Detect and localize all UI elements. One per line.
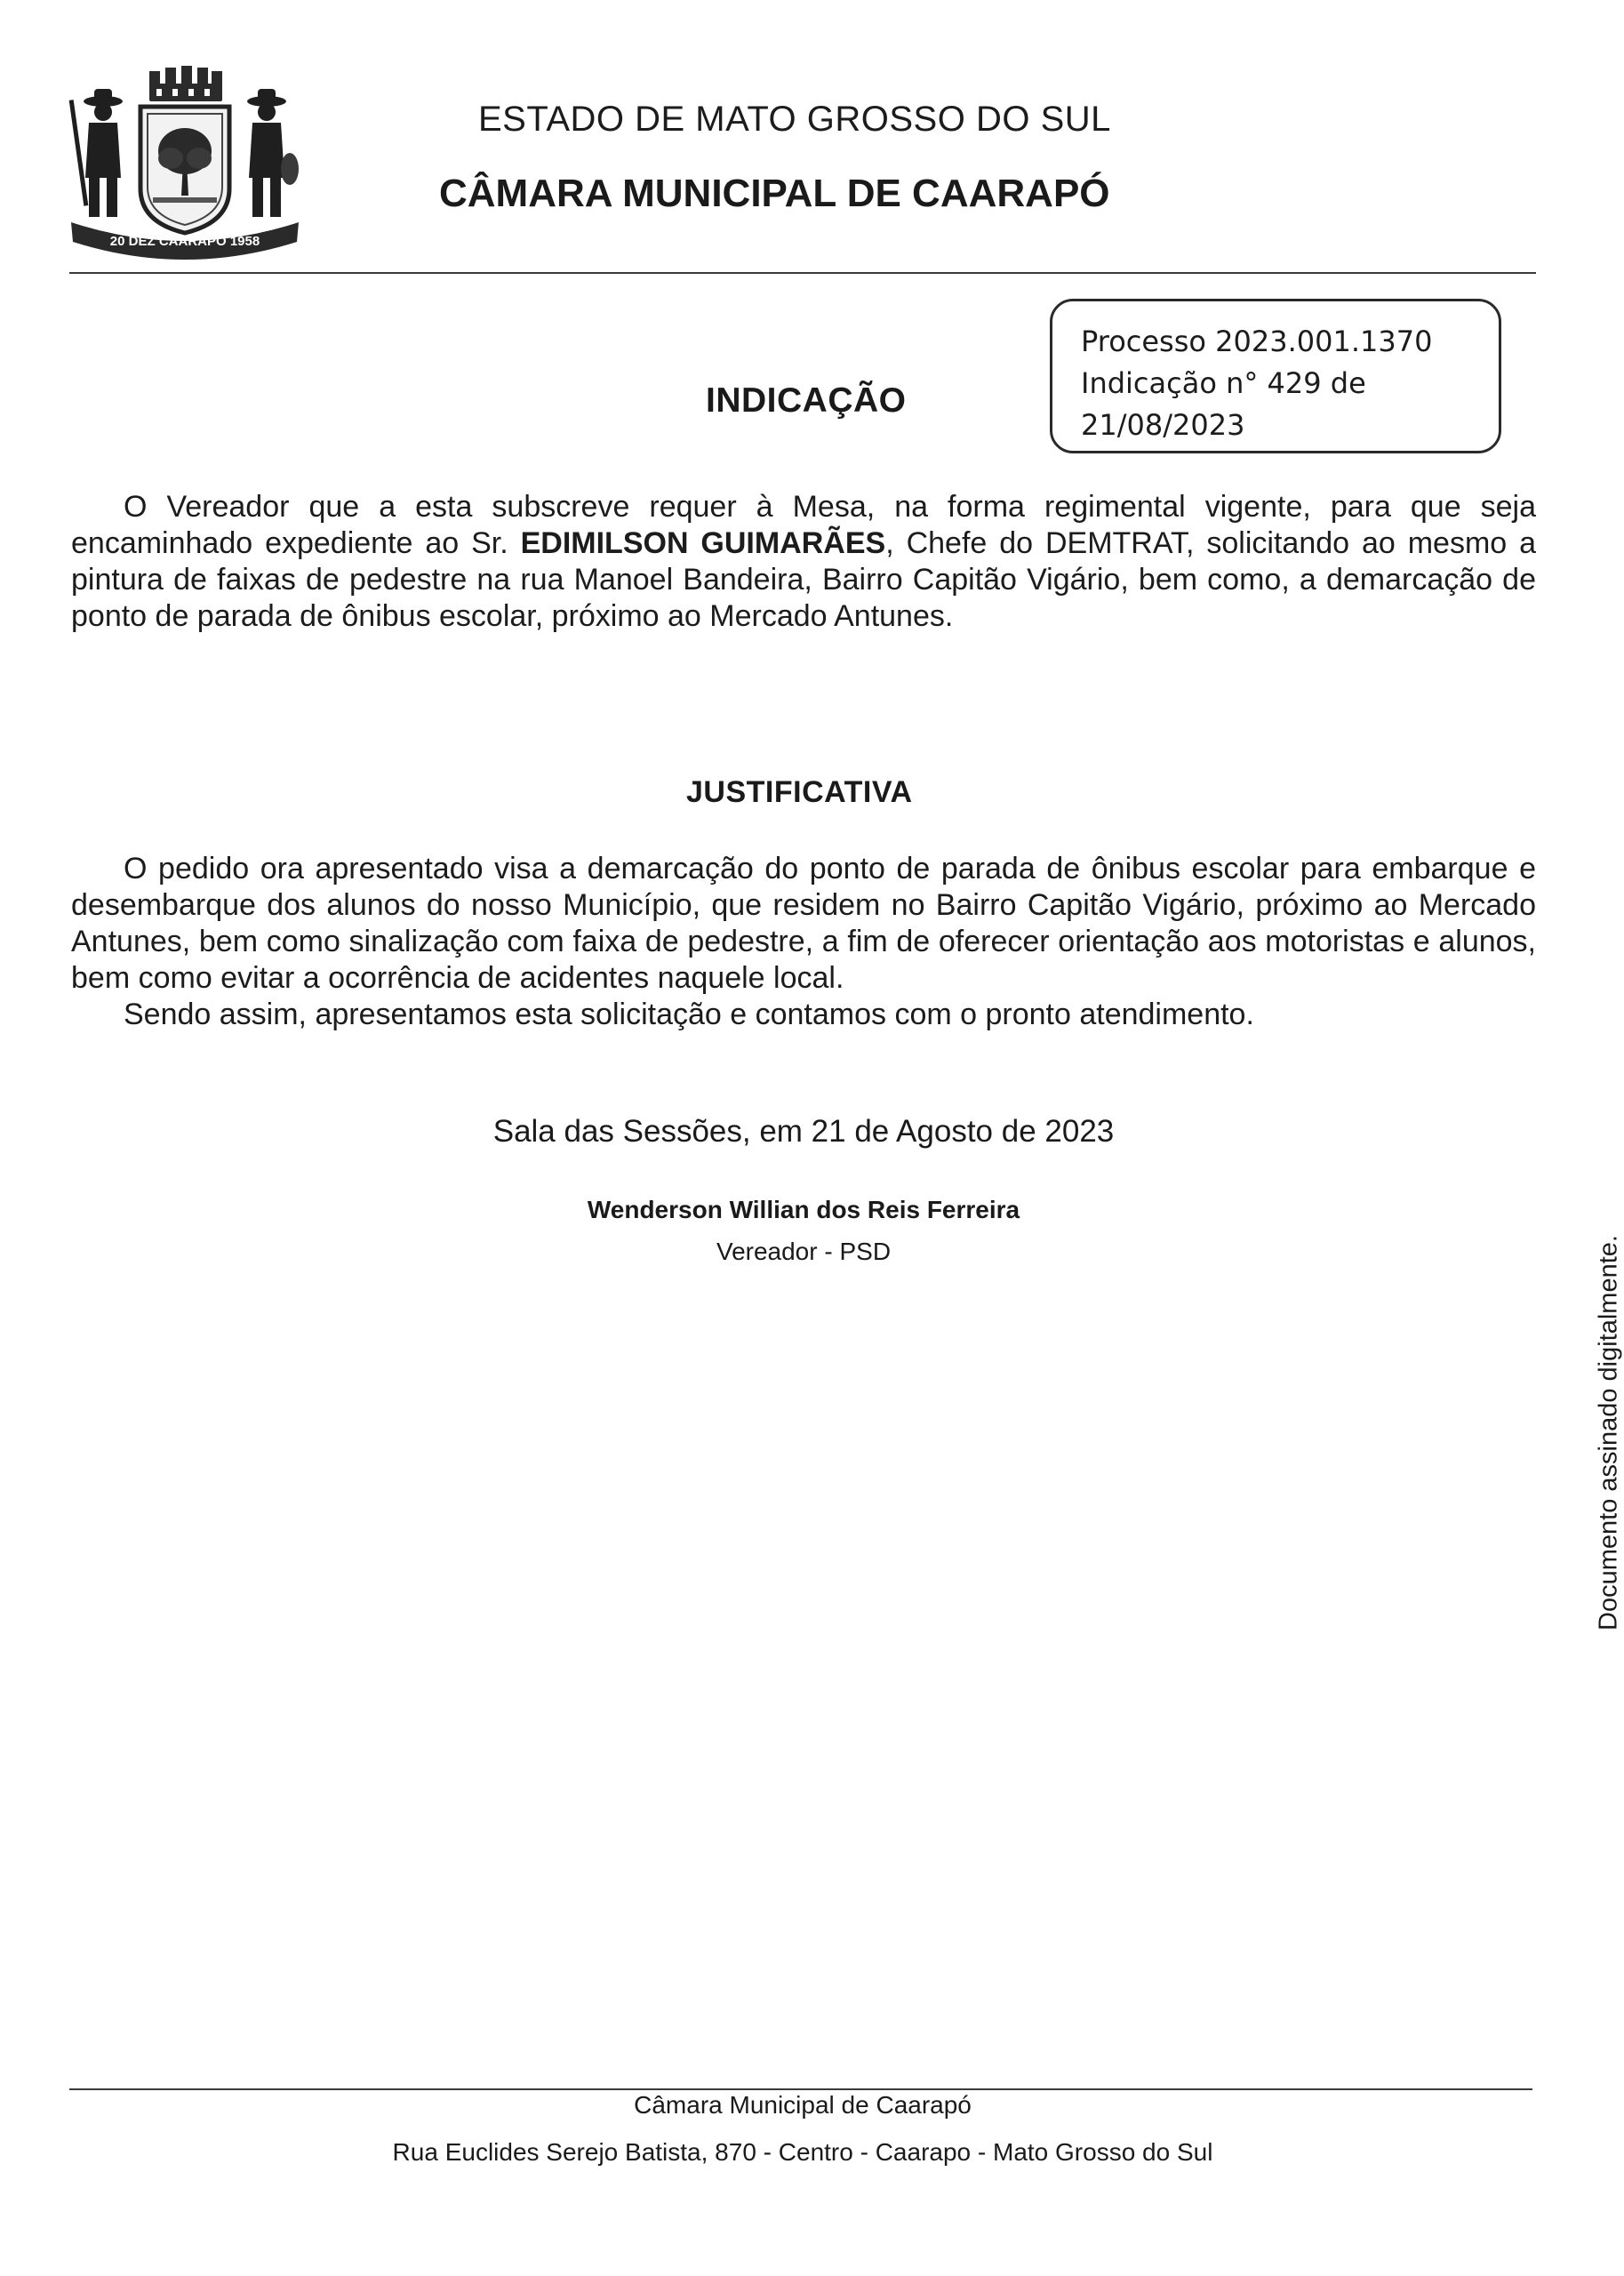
chamber-title: CÂMARA MUNICIPAL DE CAARAPÓ bbox=[439, 172, 1110, 215]
digital-signature-note: Documento assinado digitalmente. bbox=[1594, 1235, 1623, 1631]
request-paragraph bbox=[71, 489, 1536, 635]
footer-divider bbox=[69, 2088, 1532, 2090]
justification-paragraph: O pedido ora apresentado visa a demarcação do ponto de parada de ônibus escolar para embarque e desembarque dos alunos do nosso Município, que residem no Bairro Capitão Vigário, próximo ao Mercado Antunes, bem como sinalização com faixa de pedestre, a fim de oferecer orientação aos motoristas e alunos, bem como evitar a ocorrência de acidentes naquele local. bbox=[71, 852, 1536, 995]
justification-closing: Sendo assim, apresentamos esta solicitação e contamos com o pronto atendimento. bbox=[124, 998, 1254, 1031]
footer-institution: Câmara Municipal de Caarapó bbox=[634, 2091, 972, 2119]
state-name: ESTADO DE MATO GROSSO DO SUL bbox=[478, 100, 1111, 139]
session-date-line: Sala das Sessões, em 21 de Agosto de 2023 bbox=[492, 1114, 1115, 1149]
signer-role: Vereador - PSD bbox=[716, 1238, 892, 1265]
header-divider bbox=[69, 272, 1536, 274]
crest-banner-text: 20 DEZ CAARAPÓ 1958 bbox=[109, 234, 260, 249]
indication-date: 21/08/2023 bbox=[1081, 408, 1245, 442]
request-text-start: O Vereador que a esta subscreve requer à Mesa, na forma regimental vigente, para que seja encaminhado expediente ao Sr. bbox=[71, 490, 1536, 560]
process-number: Processo 2023.001.1370 bbox=[1081, 325, 1433, 358]
request-text-end: , Chefe do DEMTRAT, solicitando ao mesmo a pintura de faixas de pedestre na rua Manoel Bandeira, Bairro Capitão Vigário, bem como, a demarcação de ponto de parada de ônibus escolar, próximo ao Mercado Antunes. bbox=[71, 526, 1537, 633]
municipal-crest-logo bbox=[64, 64, 306, 252]
recipient-name: EDIMILSON GUIMARÃES bbox=[520, 526, 886, 560]
document-heading: INDICAÇÃO bbox=[706, 381, 907, 420]
footer-address: Rua Euclides Serejo Batista, 870 - Centro - Caarapo - Mato Grosso do Sul bbox=[392, 2138, 1213, 2166]
indication-number: Indicação n° 429 de bbox=[1081, 366, 1366, 400]
process-stamp-box bbox=[1050, 299, 1501, 453]
signer-name: Wenderson Willian dos Reis Ferreira bbox=[587, 1196, 1020, 1223]
justification-heading: JUSTIFICATIVA bbox=[686, 775, 913, 809]
justification-body bbox=[71, 851, 1536, 1033]
